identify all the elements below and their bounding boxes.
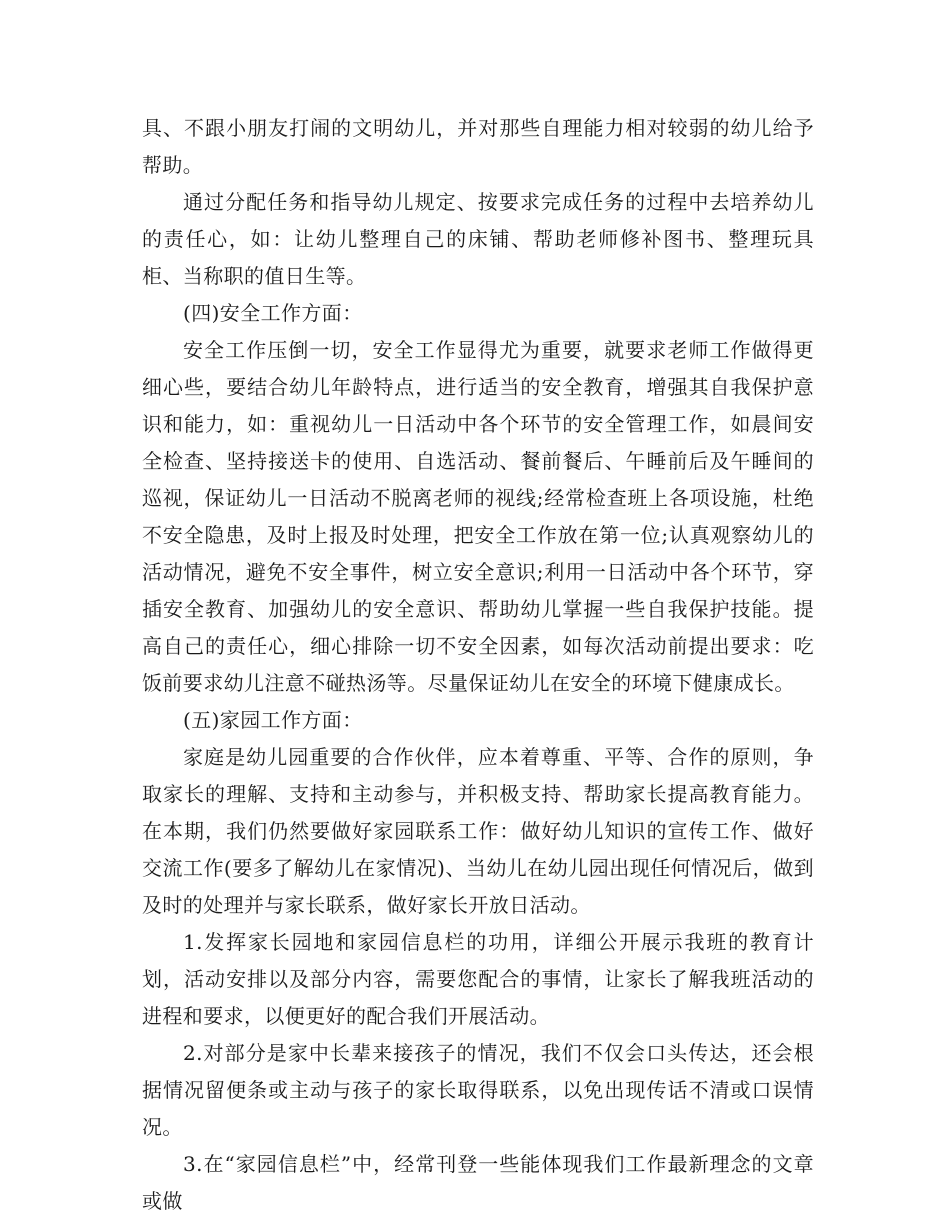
paragraph: 安全工作压倒一切，安全工作显得尤为重要，就要求老师工作做得更细心些，要结合幼儿年龄特点，进行适当的安全教育，增强其自我保护意识和能力，如：重视幼儿一日活动中各个环节的安全管理工作，如晨间安全检查、坚持接送卡的使用、自选活动、餐前餐后、午睡前后及午睡间的巡视，保证幼儿一日活动不脱离老师的视线;经常检查班上各项设施，杜绝不安全隐患，及时上报及时处理，把安全工作放在第一位;认真观察幼儿的活动情况，避免不安全事件，树立安全意识;利用一日活动中各个环节，穿插安全教育、加强幼儿的安全意识、帮助幼儿掌握一些自我保护技能。提高自己的责任心，细心排除一切不安全因素，如每次活动前提出要求：吃饭前要求幼儿注意不碰热汤等。尽量保证幼儿在安全的环境下健康成长。	[142, 338, 814, 695]
section-heading: (五)家园工作方面：	[183, 708, 363, 732]
section-heading: (四)安全工作方面：	[183, 301, 363, 325]
document-body	[142, 110, 814, 1220]
list-item: 3.在“家园信息栏”中，经常刊登一些能体现我们工作最新理念的文章或做	[142, 1152, 814, 1213]
paragraph: 家庭是幼儿园重要的合作伙伴，应本着尊重、平等、合作的原则，争取家长的理解、支持和主动参与，并积极支持、帮助家长提高教育能力。在本期，我们仍然要做好家园联系工作：做好幼儿知识的宣传工作、做好交流工作(要多了解幼儿在家情况)、当幼儿在幼儿园出现任何情况后，做到及时的处理并与家长联系，做好家长开放日活动。	[142, 745, 814, 917]
list-item: 1.发挥家长园地和家园信息栏的功用，详细公开展示我班的教育计划，活动安排以及部分内容，需要您配合的事情，让家长了解我班活动的进程和要求，以便更好的配合我们开展活动。	[142, 930, 814, 1028]
paragraph: 通过分配任务和指导幼儿规定、按要求完成任务的过程中去培养幼儿的责任心，如：让幼儿整理自己的床铺、帮助老师修补图书、整理玩具柜、当称职的值日生等。	[142, 190, 814, 288]
list-item: 2.对部分是家中长辈来接孩子的情况，我们不仅会口头传达，还会根据情况留便条或主动与孩子的家长取得联系，以免出现传话不清或口误情况。	[142, 1041, 814, 1139]
paragraph: 具、不跟小朋友打闹的文明幼儿，并对那些自理能力相对较弱的幼儿给予帮助。	[142, 116, 814, 177]
